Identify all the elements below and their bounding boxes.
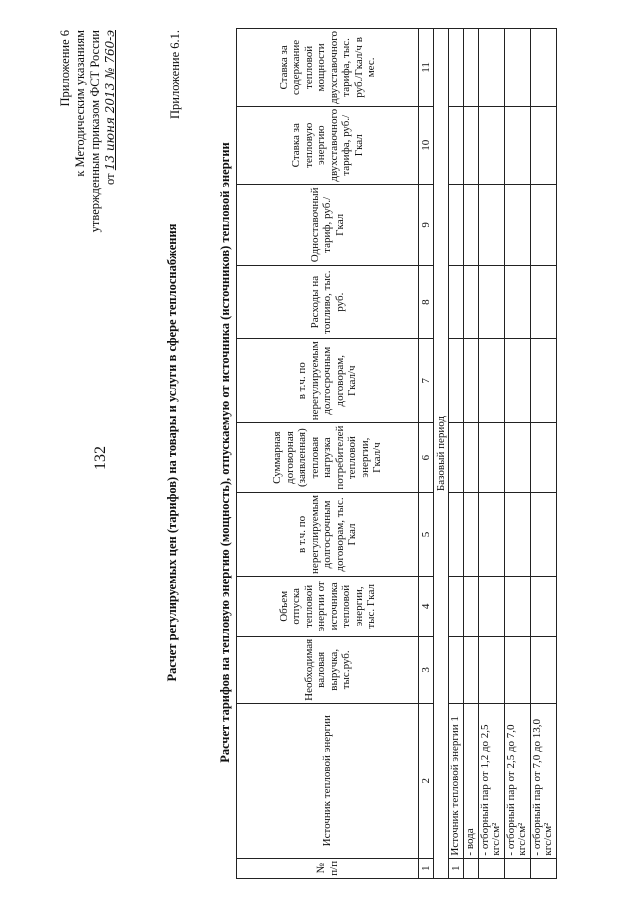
row-number (464, 858, 479, 878)
header-cell: Необходимая валовая выручка, тыс.руб. (237, 636, 419, 703)
period-label: Базовый период (434, 29, 449, 879)
row-number (530, 858, 556, 878)
source-name: - отборный пар от 1,2 до 2,5 кгс/см² (478, 703, 504, 858)
header-cell: Источник тепловой энергии (237, 703, 419, 858)
header-row (237, 29, 419, 879)
column-number: 7 (419, 339, 434, 423)
appendix-line-1: Приложение 6 (58, 30, 72, 107)
column-number: 6 (419, 423, 434, 493)
column-number: 1 (419, 858, 434, 878)
header-cell: Расходы на топливо, тыс. руб. (237, 266, 419, 339)
table-title: Расчет тарифов на тепловую энергию (мощность), отпускаемую от источника (источников) тепловой энергии (218, 142, 232, 763)
header-cell: Суммарная договорная (заявленная) тепловая нагрузка потребителей тепловой энергии, Гкал/ч (237, 423, 419, 493)
main-title: Расчет регулируемых цен (тарифов) на товары и услуги в сфере теплоснабжения (165, 223, 179, 682)
source-name: - отборный пар от 2,5 до 7,0 кгс/см² (504, 703, 530, 858)
column-number: 10 (419, 106, 434, 184)
page-number: 132 (92, 446, 109, 470)
appendix-6-1-label: Приложение 6.1. (168, 30, 182, 119)
table-row (464, 29, 479, 879)
row-number (504, 858, 530, 878)
header-cell: в т.ч. по нерегулируемым долгосрочным договорам, тыс. Гкал (237, 492, 419, 576)
column-number: 11 (419, 29, 434, 107)
table-row (478, 29, 504, 879)
column-number: 9 (419, 184, 434, 265)
table-row (504, 29, 530, 879)
header-cell: № п/п (237, 858, 419, 878)
source-name: Источник тепловой энергии 1 (449, 703, 464, 858)
column-number: 5 (419, 492, 434, 576)
appendix-line-3: утвержденным приказом ФСТ России (88, 30, 102, 233)
appendix-block (58, 30, 118, 232)
header-cell: Ставка за тепловую энергию двухставочного тарифа, руб./Гкал (237, 106, 419, 184)
header-cell: Одноставочный тариф, руб./Гкал (237, 184, 419, 265)
appendix-line-2: к Методическим указаниям (73, 30, 87, 177)
header-cell: Ставка за содержание тепловой мощности двухставочного тарифа, тыс. руб./Гкал/ч в мес. (237, 29, 419, 107)
column-number-row (419, 29, 434, 879)
column-number: 2 (419, 703, 434, 858)
source-name: - отборный пар от 7,0 до 13,0 кгс/см² (530, 703, 556, 858)
period-row (434, 29, 449, 879)
column-number: 3 (419, 636, 434, 703)
header-cell: в т.ч. по нерегулируемым долгосрочным договорам, Гкал/ч (237, 339, 419, 423)
table-row (530, 29, 556, 879)
source-name: - вода (464, 703, 479, 858)
appendix-line-4 (103, 30, 118, 232)
row-number: 1 (449, 858, 464, 878)
header-cell: Объем отпуска тепловой энергии от источника тепловой энергии, тыс. Гкал (237, 576, 419, 636)
table-row (449, 29, 464, 879)
handwritten-order-date: 13 июня 2013 № 760-э (103, 30, 117, 171)
row-number (478, 858, 504, 878)
tariff-table (236, 28, 557, 879)
column-number: 4 (419, 576, 434, 636)
appendix-date-prefix: от (103, 173, 117, 185)
column-number: 8 (419, 266, 434, 339)
